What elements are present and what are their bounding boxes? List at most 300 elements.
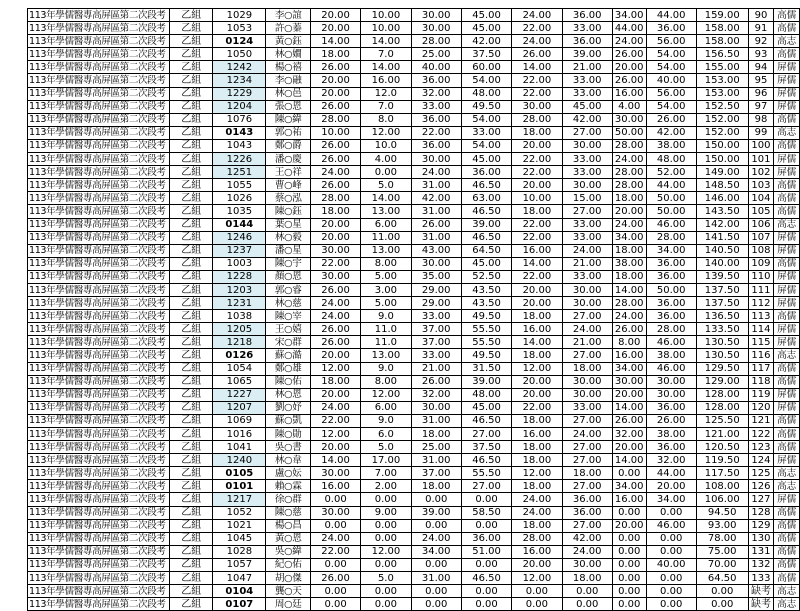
table-row bbox=[28, 297, 800, 310]
score-cell: 10.00 bbox=[512, 192, 562, 205]
score-cell: 52.50 bbox=[461, 270, 511, 283]
score-cell: 14.00 bbox=[310, 454, 360, 467]
exam-name-cell: 113年學儒醫專高屏區第二次段考 bbox=[28, 493, 170, 506]
student-name-cell: 王○嬉 bbox=[266, 323, 310, 336]
student-id-cell: 0104 bbox=[213, 585, 266, 598]
group-cell: 乙組 bbox=[170, 61, 213, 74]
score-cell: 26.00 bbox=[310, 323, 360, 336]
score-cell: 0.00 bbox=[646, 532, 696, 545]
total-score-cell: 158.00 bbox=[696, 35, 748, 48]
score-cell: 28.00 bbox=[512, 532, 562, 545]
exam-name-cell: 113年學儒醫專高屏區第二次段考 bbox=[28, 205, 170, 218]
group-cell: 乙組 bbox=[170, 401, 213, 414]
score-cell: 14.00 bbox=[612, 283, 646, 296]
score-cell: 33.00 bbox=[562, 270, 612, 283]
total-score-cell: 121.00 bbox=[696, 428, 748, 441]
score-cell: 0.00 bbox=[361, 585, 411, 598]
group-cell: 乙組 bbox=[170, 231, 213, 244]
rank-cell: 109 bbox=[748, 257, 774, 270]
score-cell: 28.00 bbox=[310, 192, 360, 205]
score-cell: 3.00 bbox=[361, 283, 411, 296]
rank-cell: 100 bbox=[748, 139, 774, 152]
table-row bbox=[28, 506, 800, 519]
score-cell: 30.00 bbox=[310, 244, 360, 257]
total-score-cell: 94.50 bbox=[696, 506, 748, 519]
rank-cell: 106 bbox=[748, 218, 774, 231]
student-id-cell: 1016 bbox=[213, 428, 266, 441]
student-name-cell: 胡○傑 bbox=[266, 572, 310, 585]
student-id-cell: 1028 bbox=[213, 545, 266, 558]
score-cell: 20.00 bbox=[512, 388, 562, 401]
group-cell: 乙組 bbox=[170, 323, 213, 336]
score-cell: 15.00 bbox=[562, 192, 612, 205]
exam-name-cell: 113年學儒醫專高屏區第二次段考 bbox=[28, 519, 170, 532]
score-cell: 0.00 bbox=[612, 545, 646, 558]
score-cell: 12.00 bbox=[310, 428, 360, 441]
exam-name-cell: 113年學儒醫專高屏區第二次段考 bbox=[28, 179, 170, 192]
score-cell: 24.00 bbox=[310, 401, 360, 414]
exam-name-cell: 113年學儒醫專高屏區第二次段考 bbox=[28, 323, 170, 336]
score-cell: 20.00 bbox=[310, 9, 360, 22]
score-cell: 27.00 bbox=[562, 349, 612, 362]
student-name-cell: 龔○天 bbox=[266, 585, 310, 598]
score-cell: 12.00 bbox=[361, 126, 411, 139]
score-cell: 25.00 bbox=[411, 441, 461, 454]
student-name-cell: 周○廷 bbox=[266, 598, 310, 611]
school-cell: 高志 bbox=[774, 598, 800, 611]
school-cell: 屏儒 bbox=[774, 401, 800, 414]
rank-cell: 101 bbox=[748, 153, 774, 166]
score-cell: 20.00 bbox=[512, 297, 562, 310]
student-name-cell: 楊○禧 bbox=[266, 61, 310, 74]
total-score-cell: 128.00 bbox=[696, 388, 748, 401]
score-cell: 20.00 bbox=[512, 139, 562, 152]
table-row bbox=[28, 310, 800, 323]
school-cell: 高儒 bbox=[774, 257, 800, 270]
rank-cell: 127 bbox=[748, 493, 774, 506]
exam-name-cell: 113年學儒醫專高屏區第二次段考 bbox=[28, 349, 170, 362]
exam-name-cell: 113年學儒醫專高屏區第二次段考 bbox=[28, 113, 170, 126]
score-cell: 24.00 bbox=[310, 532, 360, 545]
rank-cell: 131 bbox=[748, 545, 774, 558]
score-cell: 30.00 bbox=[562, 179, 612, 192]
student-id-cell: 1053 bbox=[213, 22, 266, 35]
total-score-cell: 137.50 bbox=[696, 283, 748, 296]
table-row bbox=[28, 336, 800, 349]
score-cell: 18.00 bbox=[562, 362, 612, 375]
school-cell: 屏儒 bbox=[774, 297, 800, 310]
group-cell: 乙組 bbox=[170, 362, 213, 375]
total-score-cell: 156.50 bbox=[696, 48, 748, 61]
table-row bbox=[28, 441, 800, 454]
exam-name-cell: 113年學儒醫專高屏區第二次段考 bbox=[28, 192, 170, 205]
table-row bbox=[28, 61, 800, 74]
group-cell: 乙組 bbox=[170, 283, 213, 296]
school-cell: 屏儒 bbox=[774, 153, 800, 166]
student-id-cell: 0144 bbox=[213, 218, 266, 231]
score-cell: 9.0 bbox=[361, 362, 411, 375]
score-cell: 30.00 bbox=[562, 139, 612, 152]
student-id-cell: 1242 bbox=[213, 61, 266, 74]
score-cell: 22.00 bbox=[310, 257, 360, 270]
school-cell: 屏儒 bbox=[774, 388, 800, 401]
score-cell: 39.00 bbox=[562, 48, 612, 61]
score-cell: 49.50 bbox=[461, 349, 511, 362]
score-cell: 44.00 bbox=[646, 9, 696, 22]
student-name-cell: 宋○群 bbox=[266, 336, 310, 349]
table-row bbox=[28, 349, 800, 362]
score-cell: 64.50 bbox=[461, 244, 511, 257]
score-cell: 18.00 bbox=[310, 205, 360, 218]
student-name-cell: 陳○慈 bbox=[266, 506, 310, 519]
table-row bbox=[28, 323, 800, 336]
score-cell: 31.00 bbox=[411, 179, 461, 192]
total-score-cell: 130.50 bbox=[696, 336, 748, 349]
score-cell: 24.00 bbox=[310, 166, 360, 179]
student-id-cell: 1045 bbox=[213, 532, 266, 545]
score-cell: 33.00 bbox=[562, 218, 612, 231]
school-cell: 高儒 bbox=[774, 428, 800, 441]
group-cell: 乙組 bbox=[170, 454, 213, 467]
score-cell: 0.00 bbox=[461, 598, 511, 611]
score-cell: 24.00 bbox=[612, 310, 646, 323]
total-score-cell: 78.00 bbox=[696, 532, 748, 545]
group-cell: 乙組 bbox=[170, 166, 213, 179]
total-score-cell: 64.50 bbox=[696, 572, 748, 585]
score-cell: 18.00 bbox=[512, 349, 562, 362]
score-cell: 46.50 bbox=[461, 179, 511, 192]
score-cell: 0.00 bbox=[461, 585, 511, 598]
rank-cell: 108 bbox=[748, 244, 774, 257]
score-cell: 30.00 bbox=[562, 388, 612, 401]
exam-name-cell: 113年學儒醫專高屏區第二次段考 bbox=[28, 441, 170, 454]
score-cell: 20.00 bbox=[512, 283, 562, 296]
rank-cell: 缺考 bbox=[748, 585, 774, 598]
score-cell: 46.00 bbox=[646, 336, 696, 349]
total-score-cell: 158.00 bbox=[696, 22, 748, 35]
student-name-cell: 林○慈 bbox=[266, 297, 310, 310]
group-cell: 乙組 bbox=[170, 480, 213, 493]
table-row bbox=[28, 519, 800, 532]
table-row bbox=[28, 244, 800, 257]
score-cell: 45.00 bbox=[461, 9, 511, 22]
score-cell: 34.00 bbox=[612, 9, 646, 22]
score-cell: 18.00 bbox=[512, 414, 562, 427]
score-cell: 26.00 bbox=[310, 572, 360, 585]
student-id-cell: 1218 bbox=[213, 336, 266, 349]
score-cell: 24.00 bbox=[562, 244, 612, 257]
score-cell: 24.00 bbox=[612, 218, 646, 231]
score-cell: 34.00 bbox=[411, 545, 461, 558]
score-cell: 14.00 bbox=[361, 35, 411, 48]
table-row bbox=[28, 388, 800, 401]
student-name-cell: 林○毅 bbox=[266, 231, 310, 244]
table-row bbox=[28, 375, 800, 388]
score-cell: 16.00 bbox=[612, 493, 646, 506]
score-cell: 33.00 bbox=[562, 87, 612, 100]
score-cell: 39.00 bbox=[461, 375, 511, 388]
student-name-cell: 陳○宇 bbox=[266, 257, 310, 270]
group-cell: 乙組 bbox=[170, 100, 213, 113]
student-name-cell: 許○蓁 bbox=[266, 22, 310, 35]
school-cell: 屏儒 bbox=[774, 270, 800, 283]
exam-name-cell: 113年學儒醫專高屏區第二次段考 bbox=[28, 218, 170, 231]
score-cell: 22.00 bbox=[310, 545, 360, 558]
school-cell: 屏儒 bbox=[774, 323, 800, 336]
exam-name-cell: 113年學儒醫專高屏區第二次段考 bbox=[28, 100, 170, 113]
score-cell: 42.00 bbox=[461, 35, 511, 48]
school-cell: 高儒 bbox=[774, 558, 800, 571]
school-cell: 高儒 bbox=[774, 375, 800, 388]
score-cell: 55.50 bbox=[461, 336, 511, 349]
score-cell: 0.00 bbox=[562, 598, 612, 611]
group-cell: 乙組 bbox=[170, 126, 213, 139]
rank-cell: 105 bbox=[748, 205, 774, 218]
score-cell: 0.00 bbox=[361, 519, 411, 532]
score-cell: 18.00 bbox=[512, 480, 562, 493]
score-cell: 26.00 bbox=[310, 336, 360, 349]
score-cell: 33.00 bbox=[562, 231, 612, 244]
score-cell: 28.00 bbox=[646, 323, 696, 336]
score-cell: 0.00 bbox=[361, 493, 411, 506]
score-cell: 20.00 bbox=[512, 558, 562, 571]
score-cell: 4.00 bbox=[361, 153, 411, 166]
score-cell: 18.00 bbox=[612, 244, 646, 257]
group-cell: 乙組 bbox=[170, 532, 213, 545]
score-cell: 28.00 bbox=[512, 113, 562, 126]
rank-cell: 97 bbox=[748, 100, 774, 113]
score-cell: 20.00 bbox=[512, 179, 562, 192]
score-cell: 20.00 bbox=[612, 61, 646, 74]
score-cell: 0.00 bbox=[612, 572, 646, 585]
score-cell: 12.00 bbox=[512, 572, 562, 585]
score-cell: 13.00 bbox=[361, 349, 411, 362]
score-cell: 54.00 bbox=[461, 139, 511, 152]
score-cell: 0.00 bbox=[646, 598, 696, 611]
student-id-cell: 1041 bbox=[213, 441, 266, 454]
score-cell: 16.00 bbox=[512, 545, 562, 558]
school-cell: 高儒 bbox=[774, 205, 800, 218]
score-cell: 60.00 bbox=[461, 61, 511, 74]
student-name-cell: 林○恩 bbox=[266, 388, 310, 401]
score-cell: 0.00 bbox=[411, 519, 461, 532]
total-score-cell: 146.00 bbox=[696, 192, 748, 205]
score-cell: 26.00 bbox=[612, 414, 646, 427]
score-cell: 24.00 bbox=[512, 9, 562, 22]
total-score-cell: 125.50 bbox=[696, 414, 748, 427]
exam-name-cell: 113年學儒醫專高屏區第二次段考 bbox=[28, 558, 170, 571]
score-cell: 32.00 bbox=[612, 428, 646, 441]
score-cell: 24.00 bbox=[512, 493, 562, 506]
student-name-cell: 顏○恩 bbox=[266, 270, 310, 283]
score-cell: 30.00 bbox=[411, 257, 461, 270]
score-cell: 20.00 bbox=[310, 349, 360, 362]
score-cell: 21.00 bbox=[562, 336, 612, 349]
score-cell: 0.00 bbox=[411, 585, 461, 598]
table-row bbox=[28, 48, 800, 61]
exam-name-cell: 113年學儒醫專高屏區第二次段考 bbox=[28, 428, 170, 441]
rank-cell: 119 bbox=[748, 388, 774, 401]
student-name-cell: 林○嫺 bbox=[266, 48, 310, 61]
score-cell: 26.00 bbox=[612, 48, 646, 61]
table-row bbox=[28, 467, 800, 480]
table-row bbox=[28, 545, 800, 558]
student-id-cell: 1231 bbox=[213, 297, 266, 310]
score-cell: 30.00 bbox=[310, 270, 360, 283]
total-score-cell: 152.50 bbox=[696, 100, 748, 113]
score-cell: 20.00 bbox=[310, 441, 360, 454]
score-cell: 16.00 bbox=[361, 74, 411, 87]
score-cell: 36.00 bbox=[411, 139, 461, 152]
score-cell: 34.00 bbox=[612, 480, 646, 493]
school-cell: 屏儒 bbox=[774, 454, 800, 467]
score-cell: 0.00 bbox=[411, 598, 461, 611]
score-cell: 0.00 bbox=[310, 585, 360, 598]
score-cell: 37.00 bbox=[411, 336, 461, 349]
student-id-cell: 1055 bbox=[213, 179, 266, 192]
student-name-cell: 徐○群 bbox=[266, 493, 310, 506]
score-cell: 14.00 bbox=[512, 336, 562, 349]
score-cell: 46.00 bbox=[646, 218, 696, 231]
score-cell: 12.00 bbox=[512, 362, 562, 375]
score-cell: 36.00 bbox=[646, 257, 696, 270]
exam-name-cell: 113年學儒醫專高屏區第二次段考 bbox=[28, 310, 170, 323]
exam-name-cell: 113年學儒醫專高屏區第二次段考 bbox=[28, 270, 170, 283]
group-cell: 乙組 bbox=[170, 545, 213, 558]
score-cell: 34.00 bbox=[646, 493, 696, 506]
score-cell: 46.50 bbox=[461, 454, 511, 467]
exam-name-cell: 113年學儒醫專高屏區第二次段考 bbox=[28, 35, 170, 48]
group-cell: 乙組 bbox=[170, 414, 213, 427]
total-score-cell: 128.00 bbox=[696, 401, 748, 414]
exam-name-cell: 113年學儒醫專高屏區第二次段考 bbox=[28, 414, 170, 427]
score-cell: 16.00 bbox=[310, 480, 360, 493]
rank-cell: 94 bbox=[748, 61, 774, 74]
score-cell: 10.00 bbox=[361, 22, 411, 35]
exam-name-cell: 113年學儒醫專高屏區第二次段考 bbox=[28, 126, 170, 139]
score-cell: 24.00 bbox=[562, 428, 612, 441]
score-cell: 34.00 bbox=[612, 231, 646, 244]
school-cell: 屏儒 bbox=[774, 61, 800, 74]
score-cell: 36.00 bbox=[411, 74, 461, 87]
score-cell: 24.00 bbox=[411, 166, 461, 179]
student-name-cell: 盧○妘 bbox=[266, 467, 310, 480]
score-cell: 21.00 bbox=[562, 61, 612, 74]
table-row bbox=[28, 414, 800, 427]
score-cell: 18.00 bbox=[512, 126, 562, 139]
score-cell: 26.00 bbox=[310, 179, 360, 192]
score-cell: 24.00 bbox=[411, 532, 461, 545]
exam-name-cell: 113年學儒醫專高屏區第二次段考 bbox=[28, 244, 170, 257]
group-cell: 乙組 bbox=[170, 179, 213, 192]
score-cell: 26.00 bbox=[310, 61, 360, 74]
score-cell: 33.00 bbox=[562, 153, 612, 166]
score-cell: 16.00 bbox=[512, 323, 562, 336]
score-cell: 22.00 bbox=[512, 166, 562, 179]
score-cell: 33.00 bbox=[562, 401, 612, 414]
score-cell: 24.00 bbox=[310, 310, 360, 323]
score-cell: 54.00 bbox=[646, 61, 696, 74]
total-score-cell: 149.00 bbox=[696, 166, 748, 179]
score-cell: 36.00 bbox=[646, 441, 696, 454]
exam-name-cell: 113年學儒醫專高屏區第二次段考 bbox=[28, 585, 170, 598]
school-cell: 高儒 bbox=[774, 572, 800, 585]
score-cell: 12.00 bbox=[310, 362, 360, 375]
score-cell: 30.00 bbox=[612, 113, 646, 126]
table-row bbox=[28, 401, 800, 414]
exam-name-cell: 113年學儒醫專高屏區第二次段考 bbox=[28, 598, 170, 611]
school-cell: 高志 bbox=[774, 349, 800, 362]
table-row bbox=[28, 532, 800, 545]
student-id-cell: 1047 bbox=[213, 572, 266, 585]
score-cell: 28.00 bbox=[612, 297, 646, 310]
table-row bbox=[28, 572, 800, 585]
score-cell: 50.00 bbox=[612, 126, 646, 139]
total-score-cell: 133.50 bbox=[696, 323, 748, 336]
score-cell: 16.00 bbox=[512, 244, 562, 257]
student-id-cell: 1217 bbox=[213, 493, 266, 506]
score-cell: 44.00 bbox=[612, 22, 646, 35]
student-name-cell: 鄭○雄 bbox=[266, 362, 310, 375]
school-cell: 高儒 bbox=[774, 192, 800, 205]
score-cell: 36.00 bbox=[562, 35, 612, 48]
score-cell: 22.00 bbox=[411, 126, 461, 139]
score-cell: 27.00 bbox=[562, 441, 612, 454]
score-cell: 8.0 bbox=[361, 113, 411, 126]
score-cell: 56.00 bbox=[646, 87, 696, 100]
student-name-cell: 紀○佑 bbox=[266, 558, 310, 571]
score-cell: 36.00 bbox=[646, 297, 696, 310]
score-cell: 36.00 bbox=[562, 9, 612, 22]
score-cell: 0.00 bbox=[461, 519, 511, 532]
school-cell: 高志 bbox=[774, 467, 800, 480]
score-cell: 46.00 bbox=[646, 362, 696, 375]
student-id-cell: 1043 bbox=[213, 139, 266, 152]
school-cell: 高志 bbox=[774, 585, 800, 598]
table-row bbox=[28, 270, 800, 283]
score-cell: 31.00 bbox=[411, 414, 461, 427]
total-score-cell: 93.00 bbox=[696, 519, 748, 532]
score-cell: 31.00 bbox=[411, 572, 461, 585]
score-cell: 0.00 bbox=[612, 532, 646, 545]
score-cell: 27.00 bbox=[562, 310, 612, 323]
score-cell: 0.00 bbox=[411, 493, 461, 506]
student-id-cell: 0143 bbox=[213, 126, 266, 139]
score-cell: 20.00 bbox=[310, 74, 360, 87]
score-cell: 24.00 bbox=[562, 323, 612, 336]
score-cell: 8.00 bbox=[612, 336, 646, 349]
score-cell: 30.00 bbox=[411, 153, 461, 166]
score-cell: 22.00 bbox=[512, 87, 562, 100]
student-id-cell: 0124 bbox=[213, 35, 266, 48]
rank-cell: 93 bbox=[748, 48, 774, 61]
score-cell: 20.00 bbox=[512, 375, 562, 388]
score-cell: 39.00 bbox=[461, 218, 511, 231]
score-cell: 48.00 bbox=[646, 153, 696, 166]
table-row bbox=[28, 428, 800, 441]
group-cell: 乙組 bbox=[170, 572, 213, 585]
score-cell: 11.0 bbox=[361, 323, 411, 336]
rank-cell: 103 bbox=[748, 179, 774, 192]
score-cell: 0.00 bbox=[512, 598, 562, 611]
score-cell: 21.00 bbox=[411, 362, 461, 375]
score-cell: 0.00 bbox=[612, 506, 646, 519]
score-cell: 0.00 bbox=[411, 558, 461, 571]
score-cell: 27.00 bbox=[461, 428, 511, 441]
exam-name-cell: 113年學儒醫專高屏區第二次段考 bbox=[28, 467, 170, 480]
score-cell: 18.00 bbox=[411, 428, 461, 441]
score-cell: 13.00 bbox=[361, 205, 411, 218]
